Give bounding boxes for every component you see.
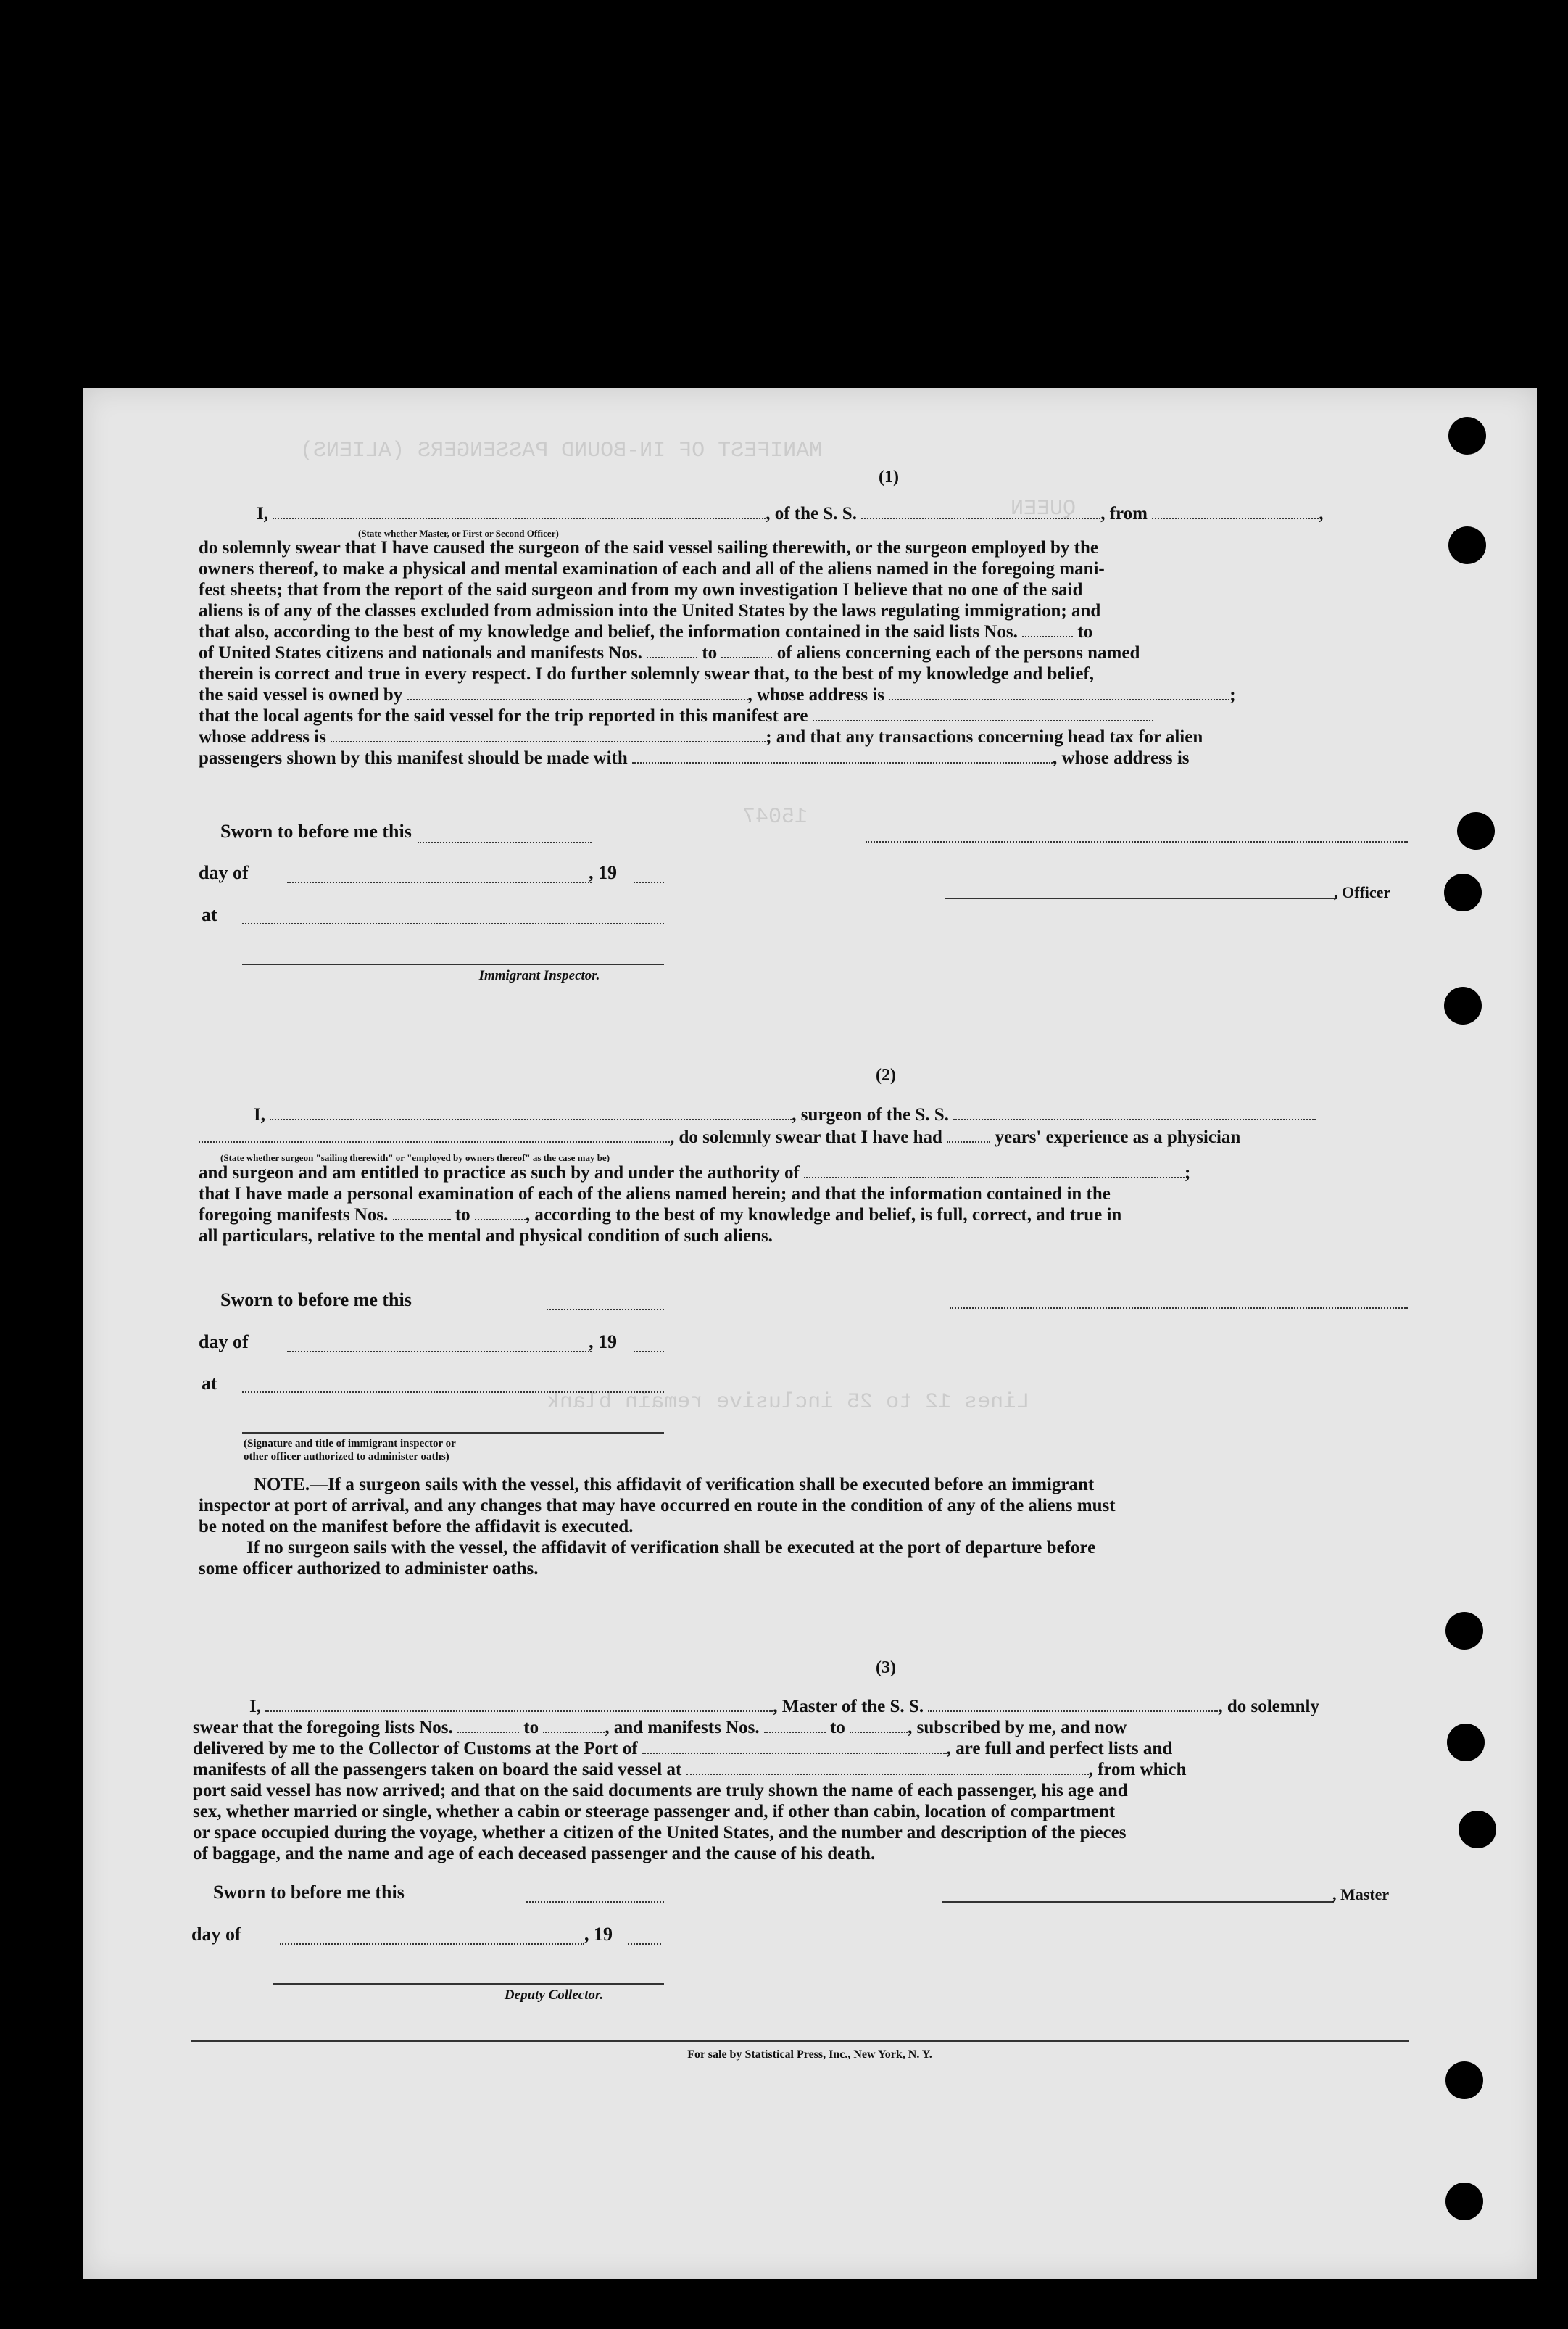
s2-note-line-3: be noted on the manifest before the affidavit is executed.: [199, 1517, 634, 1536]
s1-whose-address-2: , whose address is: [1053, 748, 1190, 768]
s2-examination: that I have made a personal examination of each of the aliens named herein; and that the information contained in the: [199, 1184, 1111, 1204]
s2-do-solemnly: , do solemnly swear that I have had: [670, 1128, 942, 1147]
s1-aliens-named: of aliens concerning each of the persons named: [776, 643, 1140, 663]
s1-vessel-field[interactable]: [861, 503, 1100, 519]
bleed-through-ship: QUEEN: [1011, 497, 1077, 521]
publisher-footer: For sale by Statistical Press, Inc., New York, N. Y.: [687, 2048, 932, 2061]
punch-hole: [1457, 812, 1495, 850]
s1-at-line: [242, 923, 664, 924]
form-page: [83, 388, 1537, 2279]
s1-line-1: do solemnly swear that I have caused the surgeon of the said vessel sailing therewith, or the surgeon employed by the: [199, 538, 1098, 558]
s2-note-row-1: [254, 1474, 1094, 1496]
s2-second-row: [199, 1127, 1240, 1149]
s1-to-2: to: [702, 643, 718, 663]
punch-hole: [1459, 1811, 1496, 1848]
s3-manifests-from-field[interactable]: [764, 1717, 826, 1733]
s1-officer-sig-line-2: [945, 898, 1337, 899]
s1-head-tax: ; and that any transactions concerning head tax for alien: [766, 727, 1203, 747]
s1-line-11: passengers shown by this manifest should be made with: [199, 748, 628, 768]
s1-line-6-row: [199, 642, 1140, 664]
s2-note-line-4: If no surgeon sails with the vessel, the affidavit of verification shall be executed at the port of departure before: [246, 1538, 1096, 1558]
s3-lists-from-field[interactable]: [457, 1717, 519, 1733]
s1-at-label: at: [202, 904, 217, 925]
s3-line-3: or space occupied during the voyage, whether a citizen of the United States, and the number and description of the pieces: [193, 1823, 1127, 1842]
s2-sworn-line: [547, 1309, 664, 1310]
s1-to-1: to: [1077, 622, 1093, 642]
section-3-number: (3): [876, 1658, 896, 1677]
s1-officer-field[interactable]: [273, 503, 766, 519]
s2-according: , according to the best of my knowledge and belief, is full, correct, and true in: [525, 1205, 1122, 1225]
s1-line-2: owners thereof, to make a physical and mental examination of each and all of the aliens named in the foregoing mani-: [199, 559, 1105, 579]
s1-owner-field[interactable]: [407, 684, 748, 700]
s1-agents-address-field[interactable]: [331, 727, 766, 742]
s2-years-field[interactable]: [947, 1127, 990, 1143]
s3-lists-to-field[interactable]: [543, 1717, 605, 1733]
s1-line-10-row: [199, 727, 1203, 748]
s2-surgeon-name-field[interactable]: [270, 1104, 792, 1120]
punch-hole: [1444, 987, 1482, 1025]
s1-year-label: , 19: [589, 862, 617, 883]
bleed-through-number: 15047: [742, 805, 808, 830]
s3-master-label: , Master: [1332, 1885, 1390, 1903]
s2-surgeon-of: , surgeon of the S. S.: [792, 1105, 949, 1125]
s1-line-5: that also, according to the best of my knowledge and belief, the information contained in the said lists Nos.: [199, 622, 1018, 642]
s2-note-label: NOTE.: [254, 1475, 310, 1494]
punch-hole: [1445, 2183, 1483, 2220]
s2-authority-field[interactable]: [804, 1162, 1185, 1178]
punch-hole: [1447, 1724, 1485, 1761]
bleed-through-title: MANIFEST OF IN-BOUND PASSENGERS (ALIENS): [300, 439, 823, 463]
s1-i: I,: [257, 504, 268, 524]
s2-entitled-row: and surgeon and am entitled to practice as such by and under the authority of ;: [199, 1163, 1191, 1183]
s1-officer-label: , Officer: [1334, 883, 1391, 901]
s2-at-label: at: [202, 1373, 217, 1394]
s1-inspector-caption: Immigrant Inspector.: [478, 968, 600, 983]
s1-line-6: of United States citizens and nationals and manifests Nos.: [199, 643, 642, 663]
section-1-number: (1): [879, 468, 899, 487]
s3-are-full: , are full and perfect lists and: [946, 1739, 1173, 1758]
s3-first-row: [249, 1696, 1319, 1718]
s3-year-label: , 19: [584, 1924, 613, 1945]
s2-particulars: all particulars, relative to the mental and physical condition of such aliens.: [199, 1226, 773, 1246]
punch-hole: [1448, 417, 1486, 455]
punch-hole: [1445, 2061, 1483, 2099]
s3-to-1: to: [523, 1718, 539, 1737]
s1-line-9: that the local agents for the said vessel for the trip reported in this manifest are: [199, 706, 808, 726]
bleed-through-lines-note: Lines 12 to 25 inclusive remain blank: [547, 1390, 1030, 1415]
s3-line-4: of baggage, and the name and age of each deceased passenger and the cause of his death.: [193, 1844, 876, 1863]
s3-i: I,: [249, 1697, 261, 1716]
punch-hole: [1445, 1612, 1483, 1650]
s2-day-of-label: day of: [199, 1331, 249, 1352]
s2-to: to: [455, 1205, 470, 1225]
footer-rule: [191, 2040, 1409, 2042]
s3-delivered: delivered by me to the Collector of Customs at the Port of: [193, 1739, 638, 1758]
s3-year-line: [628, 1943, 661, 1945]
s1-line-4: aliens is of any of the classes excluded from admission into the United States by the laws regulating immigration; and: [199, 601, 1101, 621]
s3-master-field[interactable]: [265, 1696, 773, 1712]
s3-sworn-label: Sworn to before me this: [213, 1882, 405, 1903]
s2-sailing-field[interactable]: [199, 1127, 670, 1143]
s1-line-9-row: [199, 706, 1153, 727]
s2-vessel-field[interactable]: [953, 1104, 1316, 1120]
s2-year-line: [634, 1351, 664, 1352]
s1-manifests-to-field[interactable]: [721, 642, 772, 658]
s3-subscribed: , subscribed by me, and now: [908, 1718, 1127, 1737]
s2-note-line-2: inspector at port of arrival, and any changes that may have occurred en route in the condition of any of the aliens must: [199, 1496, 1116, 1515]
section-2-number: (2): [876, 1066, 896, 1085]
s3-manifests-to-field[interactable]: [850, 1717, 908, 1733]
s3-to-2: to: [830, 1718, 845, 1737]
s2-sworn-label: Sworn to before me this: [220, 1289, 412, 1310]
s3-do-solemnly: , do solemnly: [1218, 1697, 1319, 1716]
s1-semicolon-1: ;: [1229, 685, 1236, 705]
s1-year-line: [634, 882, 664, 883]
s1-of-ss: , of the S. S.: [766, 504, 857, 524]
s2-inspector-sig-line: [242, 1432, 664, 1434]
s3-line-2: sex, whether married or single, whether a cabin or steerage passenger and, if other than cabin, location of compartment: [193, 1802, 1116, 1821]
s2-i: I,: [254, 1105, 265, 1125]
s1-whose-address-1: , whose address is: [747, 685, 885, 705]
s1-line-8: the said vessel is owned by: [199, 685, 403, 705]
s1-line-7: therein is correct and true in every respect. I do further solemnly swear that, to the best of my knowledge and belief,: [199, 664, 1095, 684]
s2-entitled: and surgeon and am entitled to practice as such by and under the authority of: [199, 1163, 800, 1183]
s1-owner-address-field[interactable]: [889, 684, 1229, 700]
s3-fourth-row: [193, 1759, 1187, 1781]
s3-day-line: [280, 1943, 584, 1945]
s3-port-field[interactable]: [642, 1738, 947, 1754]
s1-master-note: (State whether Master, or First or Second Officer): [358, 528, 559, 539]
s1-first-line: I, , of the S. S. , from ,: [257, 504, 1324, 524]
s1-manifests-from-field[interactable]: [647, 642, 697, 658]
s2-years-exp: years' experience as a physician: [995, 1128, 1241, 1147]
s2-manifests-to-field[interactable]: [475, 1204, 526, 1220]
s1-from-field[interactable]: [1152, 503, 1319, 519]
s1-line-11-row: [199, 748, 1190, 769]
s1-line-8-row: [199, 684, 1236, 706]
s3-second-row: [193, 1717, 1127, 1739]
s3-line-1: port said vessel has now arrived; and that on the said documents are truly shown the name of each passenger, his age and: [193, 1781, 1128, 1800]
s3-vessel-field[interactable]: [928, 1696, 1218, 1712]
s3-and-manifests: , and manifests Nos.: [605, 1718, 760, 1737]
s2-at-line: [242, 1391, 664, 1393]
s1-from: , from: [1100, 504, 1148, 524]
punch-hole: [1444, 874, 1482, 911]
s1-day-line: [287, 882, 592, 883]
s2-first-row: [254, 1104, 1316, 1126]
s3-departure-field[interactable]: [686, 1759, 1089, 1775]
s1-inspector-line: [242, 964, 664, 965]
s1-line-3: fest sheets; that from the report of the said surgeon and from my own investigation I believe that no one of the said: [199, 580, 1083, 600]
s3-collector-caption: Deputy Collector.: [504, 1987, 604, 2003]
s2-note-line-1: —If a surgeon sails with the vessel, this affidavit of verification shall be executed before an immigrant: [310, 1475, 1095, 1494]
s1-officer-sig-line-1: [866, 841, 1408, 843]
s2-signature-line: [950, 1307, 1408, 1309]
s2-foregoing-row: [199, 1204, 1121, 1226]
s1-sworn-label: Sworn to before me this: [220, 821, 412, 842]
s1-line-10: whose address is: [199, 727, 326, 747]
s2-sig-caption-1: (Signature and title of immigrant inspector or: [244, 1438, 456, 1449]
s2-foregoing: foregoing manifests Nos.: [199, 1205, 389, 1225]
s3-from-which: , from which: [1088, 1760, 1187, 1779]
s1-sworn-line: [418, 842, 592, 843]
s3-swear-lists: swear that the foregoing lists Nos.: [193, 1718, 453, 1737]
s3-day-of-label: day of: [191, 1924, 241, 1945]
s1-agents-field[interactable]: [813, 706, 1153, 721]
s3-manifests-all: manifests of all the passengers taken on board the said vessel at: [193, 1760, 682, 1779]
s3-third-row: [193, 1738, 1172, 1760]
s2-sig-caption-2: other officer authorized to administer oaths): [244, 1451, 449, 1463]
s2-note-line-5: some officer authorized to administer oaths.: [199, 1559, 539, 1579]
s1-day-of-label: day of: [199, 862, 249, 883]
s2-state-note: (State whether surgeon "sailing therewith" or "employed by owners thereof" as the case may be): [220, 1152, 610, 1163]
s2-year-label: , 19: [589, 1331, 617, 1352]
s3-master-of: , Master of the S. S.: [773, 1697, 924, 1716]
s3-master-sig-line: [942, 1901, 1334, 1903]
punch-hole: [1448, 526, 1486, 564]
s2-manifests-from-field[interactable]: [393, 1204, 451, 1220]
s3-sworn-line: [526, 1901, 664, 1903]
s3-collector-line: [273, 1983, 664, 1985]
s1-line-5-row: [199, 621, 1092, 643]
s1-lists-from-field[interactable]: [1022, 621, 1073, 637]
s1-head-tax-field[interactable]: [632, 748, 1053, 764]
s2-day-line: [287, 1351, 592, 1352]
